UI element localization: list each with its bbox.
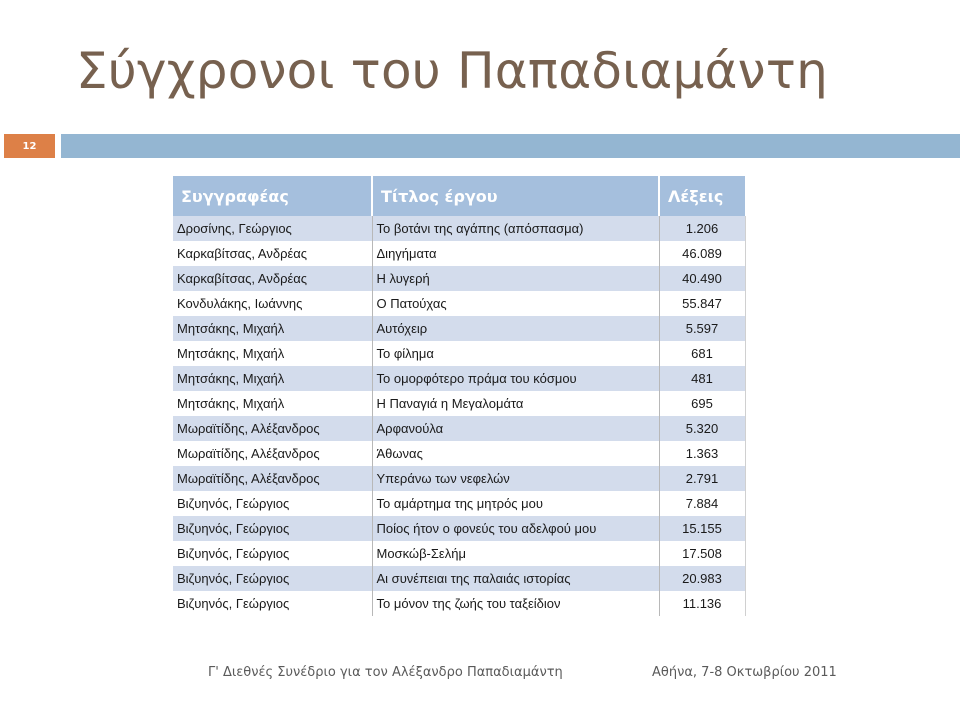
table-row xyxy=(173,391,745,416)
slide-number: 12 xyxy=(4,134,55,158)
cell-words: 695 xyxy=(659,391,745,416)
cell-title: Μοσκώβ-Σελήμ xyxy=(372,541,659,566)
cell-author: Μητσάκης, Μιχαήλ xyxy=(173,391,372,416)
cell-author: Βιζυηνός, Γεώργιος xyxy=(173,566,372,591)
cell-author: Μωραϊτίδης, Αλέξανδρος xyxy=(173,466,372,491)
cell-author: Καρκαβίτσας, Ανδρέας xyxy=(173,241,372,266)
cell-words: 20.983 xyxy=(659,566,745,591)
cell-author: Μητσάκης, Μιχαήλ xyxy=(173,366,372,391)
table-row xyxy=(173,316,745,341)
cell-words: 11.136 xyxy=(659,591,745,616)
table-row xyxy=(173,416,745,441)
cell-author: Καρκαβίτσας, Ανδρέας xyxy=(173,266,372,291)
cell-title: Αρφανούλα xyxy=(372,416,659,441)
cell-title: Υπεράνω των νεφελών xyxy=(372,466,659,491)
column-header-author: Συγγραφέας xyxy=(173,176,372,216)
slide-title: Σύγχρονοι του Παπαδιαμάντη xyxy=(76,42,828,100)
table-row xyxy=(173,491,745,516)
cell-author: Κονδυλάκης, Ιωάννης xyxy=(173,291,372,316)
cell-title: Αι συνέπειαι της παλαιάς ιστορίας xyxy=(372,566,659,591)
cell-words: 46.089 xyxy=(659,241,745,266)
table-row xyxy=(173,566,745,591)
cell-title: Το αμάρτημα της μητρός μου xyxy=(372,491,659,516)
cell-title: Διηγήματα xyxy=(372,241,659,266)
cell-words: 7.884 xyxy=(659,491,745,516)
cell-words: 17.508 xyxy=(659,541,745,566)
cell-words: 681 xyxy=(659,341,745,366)
cell-words: 481 xyxy=(659,366,745,391)
table-row xyxy=(173,341,745,366)
table-row xyxy=(173,266,745,291)
table-header-row xyxy=(173,176,745,216)
cell-author: Μωραϊτίδης, Αλέξανδρος xyxy=(173,416,372,441)
cell-title: Το βοτάνι της αγάπης (απόσπασμα) xyxy=(372,216,659,241)
cell-words: 1.363 xyxy=(659,441,745,466)
cell-title: Ποίος ήτον ο φονεύς του αδελφού μου xyxy=(372,516,659,541)
cell-words: 5.320 xyxy=(659,416,745,441)
cell-title: Η Παναγιά η Μεγαλομάτα xyxy=(372,391,659,416)
cell-title: Ο Πατούχας xyxy=(372,291,659,316)
cell-title: Η λυγερή xyxy=(372,266,659,291)
cell-author: Βιζυηνός, Γεώργιος xyxy=(173,491,372,516)
cell-author: Μητσάκης, Μιχαήλ xyxy=(173,341,372,366)
cell-words: 1.206 xyxy=(659,216,745,241)
cell-title: Το φίλημα xyxy=(372,341,659,366)
footer-conference: Γ' Διεθνές Συνέδριο για τον Αλέξανδρο Παπαδιαμάντη xyxy=(208,665,563,680)
cell-words: 5.597 xyxy=(659,316,745,341)
cell-author: Μητσάκης, Μιχαήλ xyxy=(173,316,372,341)
cell-words: 55.847 xyxy=(659,291,745,316)
cell-title: Αυτόχειρ xyxy=(372,316,659,341)
cell-title: Το μόνον της ζωής του ταξείδιον xyxy=(372,591,659,616)
table-row xyxy=(173,541,745,566)
table-row xyxy=(173,241,745,266)
footer-place-date: Αθήνα, 7-8 Οκτωβρίου 2011 xyxy=(652,665,837,680)
table-row xyxy=(173,291,745,316)
table-row xyxy=(173,366,745,391)
cell-author: Βιζυηνός, Γεώργιος xyxy=(173,516,372,541)
table-row xyxy=(173,466,745,491)
table-row xyxy=(173,591,745,616)
header-rule-bar xyxy=(61,134,960,158)
cell-title: Το ομορφότερο πράμα του κόσμου xyxy=(372,366,659,391)
cell-words: 2.791 xyxy=(659,466,745,491)
cell-words: 15.155 xyxy=(659,516,745,541)
table-row xyxy=(173,516,745,541)
cell-author: Βιζυηνός, Γεώργιος xyxy=(173,591,372,616)
table-row xyxy=(173,441,745,466)
works-table xyxy=(173,176,746,616)
cell-author: Μωραϊτίδης, Αλέξανδρος xyxy=(173,441,372,466)
column-header-words: Λέξεις xyxy=(659,176,745,216)
cell-title: Άθωνας xyxy=(372,441,659,466)
cell-author: Βιζυηνός, Γεώργιος xyxy=(173,541,372,566)
table-row xyxy=(173,216,745,241)
column-header-title: Τίτλος έργου xyxy=(372,176,659,216)
cell-author: Δροσίνης, Γεώργιος xyxy=(173,216,372,241)
cell-words: 40.490 xyxy=(659,266,745,291)
table-body xyxy=(173,216,745,616)
